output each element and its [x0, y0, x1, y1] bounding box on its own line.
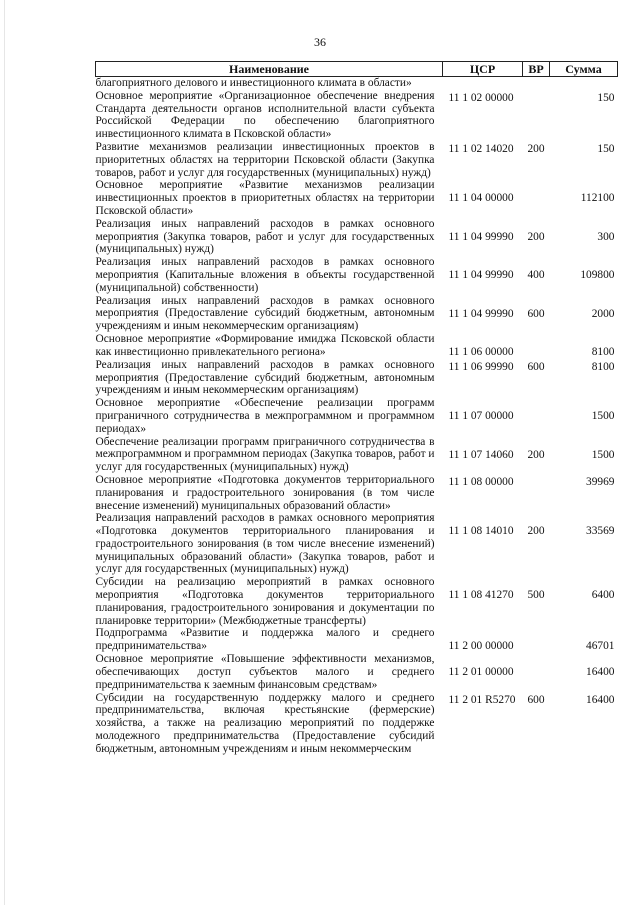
row-name: Основное мероприятие «Развитие механизмов реализации инвестиционных проектов в приоритетных областях на территории Псковской области»: [95, 179, 435, 217]
row-vr: [523, 179, 550, 217]
row-csr: 11 2 01 R5270: [448, 693, 516, 706]
row-sum: 6400: [591, 589, 615, 602]
table-row: [96, 692, 618, 756]
row-vr: [523, 397, 550, 435]
row-sum: 2000: [591, 307, 615, 320]
row-name: Развитие механизмов реализации инвестиционных проектов в приоритетных областях на территории Псковской области (Закупка товаров, работ и услуг для государственных (муниципальных) нужд): [95, 140, 435, 179]
row-sum: 300: [597, 230, 615, 243]
header-row: [96, 62, 618, 77]
row-sum: 16400: [586, 693, 615, 706]
row-name: Основное мероприятие «Организационное обеспечение внедрения Стандарта деятельности органов исполнительной власти субъекта Российской Федерации по обеспечению благоприятного инвестиционного климата в Псковской области»: [95, 89, 435, 141]
page-number: 36: [314, 35, 326, 49]
table-row: [96, 576, 618, 627]
table-row: [96, 359, 618, 397]
row-name: благоприятного делового и инвестиционного климата в области»: [95, 77, 412, 89]
row-sum: 39969: [586, 475, 615, 488]
row-csr: 11 1 04 99990: [448, 269, 514, 282]
row-vr: 200: [527, 448, 545, 461]
row-vr: 600: [527, 360, 545, 373]
row-vr: 400: [527, 269, 545, 282]
row-vr: [523, 627, 550, 653]
row-sum: 16400: [586, 666, 615, 679]
row-sum: 112100: [580, 192, 615, 205]
row-name: Основное мероприятие «Подготовка документов территориального планирования и градостроительного зонирования (в том числе внесение изменений) муниципальных образований области»: [95, 473, 435, 512]
table-body: [96, 77, 618, 756]
row-name: Подпрограмма «Развитие и поддержка малого и среднего предпринимательства»: [95, 627, 435, 653]
row-name: Реализация направлений расходов в рамках основного мероприятия «Подготовка документов территориального планирования и градостроительного зонирования (в том числе внесение изменений) муниципальных образований области» (Закупка товаров, работ и услуг для государственных (муниципальных) нужд): [95, 512, 435, 576]
row-vr: [523, 90, 550, 141]
row-sum: 1500: [591, 410, 615, 423]
row-name: Субсидии на государственную поддержку малого и среднего предпринимательства, включая крестьянские (фермерские) хозяйства, а также на реализацию мероприятий по поддержке молодежного предпринимательства (Предоставление субсидий бюджетным, автономным учреждениям и иным некоммерческим: [95, 691, 435, 755]
row-name: Реализация иных направлений расходов в рамках основного мероприятия (Закупка товаров, работ и услуг для государственных (муниципальных) нужд): [95, 217, 435, 256]
table-header: [96, 62, 618, 77]
row-vr: [523, 333, 550, 359]
row-sum: 8100: [591, 345, 615, 358]
row-csr: 11 1 07 14060: [448, 448, 514, 461]
row-vr: [523, 474, 550, 512]
row-sum: 33569: [586, 525, 615, 538]
row-vr: 600: [527, 307, 545, 320]
row-sum: 109800: [580, 269, 615, 282]
table-row: [96, 627, 618, 653]
table-row: [96, 474, 618, 512]
row-name: Реализация иных направлений расходов в рамках основного мероприятия (Предоставление субсидий бюджетным, автономным учреждениям и иным некоммерческим организациям): [95, 294, 435, 333]
row-csr: 11 1 02 00000: [448, 91, 514, 104]
row-csr: 11 1 07 00000: [448, 410, 514, 423]
table-row: [96, 218, 618, 256]
scan-edge-line: [4, 0, 5, 905]
row-csr: 11 2 00 00000: [448, 640, 514, 653]
budget-table: [95, 61, 618, 756]
table-row: [96, 512, 618, 576]
row-name: Реализация иных направлений расходов в рамках основного мероприятия (Капитальные вложения в объекты государственной (муниципальной) собственности): [95, 256, 435, 294]
row-vr: 500: [527, 589, 545, 602]
row-sum: 1500: [591, 448, 615, 461]
row-sum: 8100: [591, 360, 615, 373]
table-row: [96, 256, 618, 294]
row-name: Основное мероприятие «Формирование имиджа Псковской области как инвестиционно привлекательного региона»: [95, 332, 435, 358]
row-csr: 11 1 06 99990: [448, 360, 514, 373]
row-csr: 11 1 02 14020: [448, 142, 514, 155]
row-csr: 11 1 06 00000: [448, 345, 514, 358]
header-sum: Сумма: [550, 62, 618, 77]
row-name: Основное мероприятие «Обеспечение реализации программ приграничного сотрудничества в межпрограммном и программном периодах»: [95, 397, 435, 435]
table-row: [96, 141, 618, 179]
header-csr: ЦСР: [443, 62, 523, 77]
table-row: [96, 295, 618, 333]
row-csr: [443, 77, 523, 90]
row-name: Реализация иных направлений расходов в рамках основного мероприятия (Предоставление субсидий бюджетным, автономным учреждениям и иным некоммерческим организациям): [95, 358, 435, 397]
row-sum: 150: [597, 91, 615, 104]
row-csr: 11 1 08 00000: [448, 475, 514, 488]
row-vr: [523, 77, 550, 90]
row-csr: 11 1 04 00000: [448, 192, 514, 205]
table-row: [96, 653, 618, 691]
row-vr: 200: [527, 525, 545, 538]
row-csr: 11 1 04 99990: [448, 307, 514, 320]
row-vr: 200: [527, 230, 545, 243]
header-name: Наименование: [96, 62, 443, 77]
header-vr: ВР: [523, 62, 550, 77]
row-name: Субсидии на реализацию мероприятий в рамках основного мероприятия «Подготовка документов территориального планирования, градостроительного зонирования и документации по планировке территории» (Межбюджетные трансферты): [95, 576, 435, 627]
row-sum: 150: [597, 142, 615, 155]
row-vr: 600: [527, 693, 545, 706]
row-csr: 11 1 08 41270: [448, 589, 514, 602]
row-name: Основное мероприятие «Повышение эффективности механизмов, обеспечивающих доступ субъектов малого и среднего предпринимательства к заемным финансовым средствам»: [95, 653, 435, 691]
row-vr: 200: [527, 142, 545, 155]
row-csr: 11 1 08 14010: [448, 525, 514, 538]
table-row: [96, 397, 618, 435]
row-sum: 46701: [586, 640, 615, 653]
row-vr: [523, 653, 550, 691]
row-sum: [550, 77, 618, 90]
table-row: [96, 77, 618, 90]
table-row: [96, 436, 618, 474]
table-row: [96, 179, 618, 217]
table-row: [96, 333, 618, 359]
row-csr: 11 1 04 99990: [448, 230, 514, 243]
table-row: [96, 90, 618, 141]
row-csr: 11 2 01 00000: [448, 666, 514, 679]
row-name: Обеспечение реализации программ приграничного сотрудничества в межпрограммном и программном периодах (Закупка товаров, работ и услуг для государственных (муниципальных) нужд): [95, 435, 435, 474]
